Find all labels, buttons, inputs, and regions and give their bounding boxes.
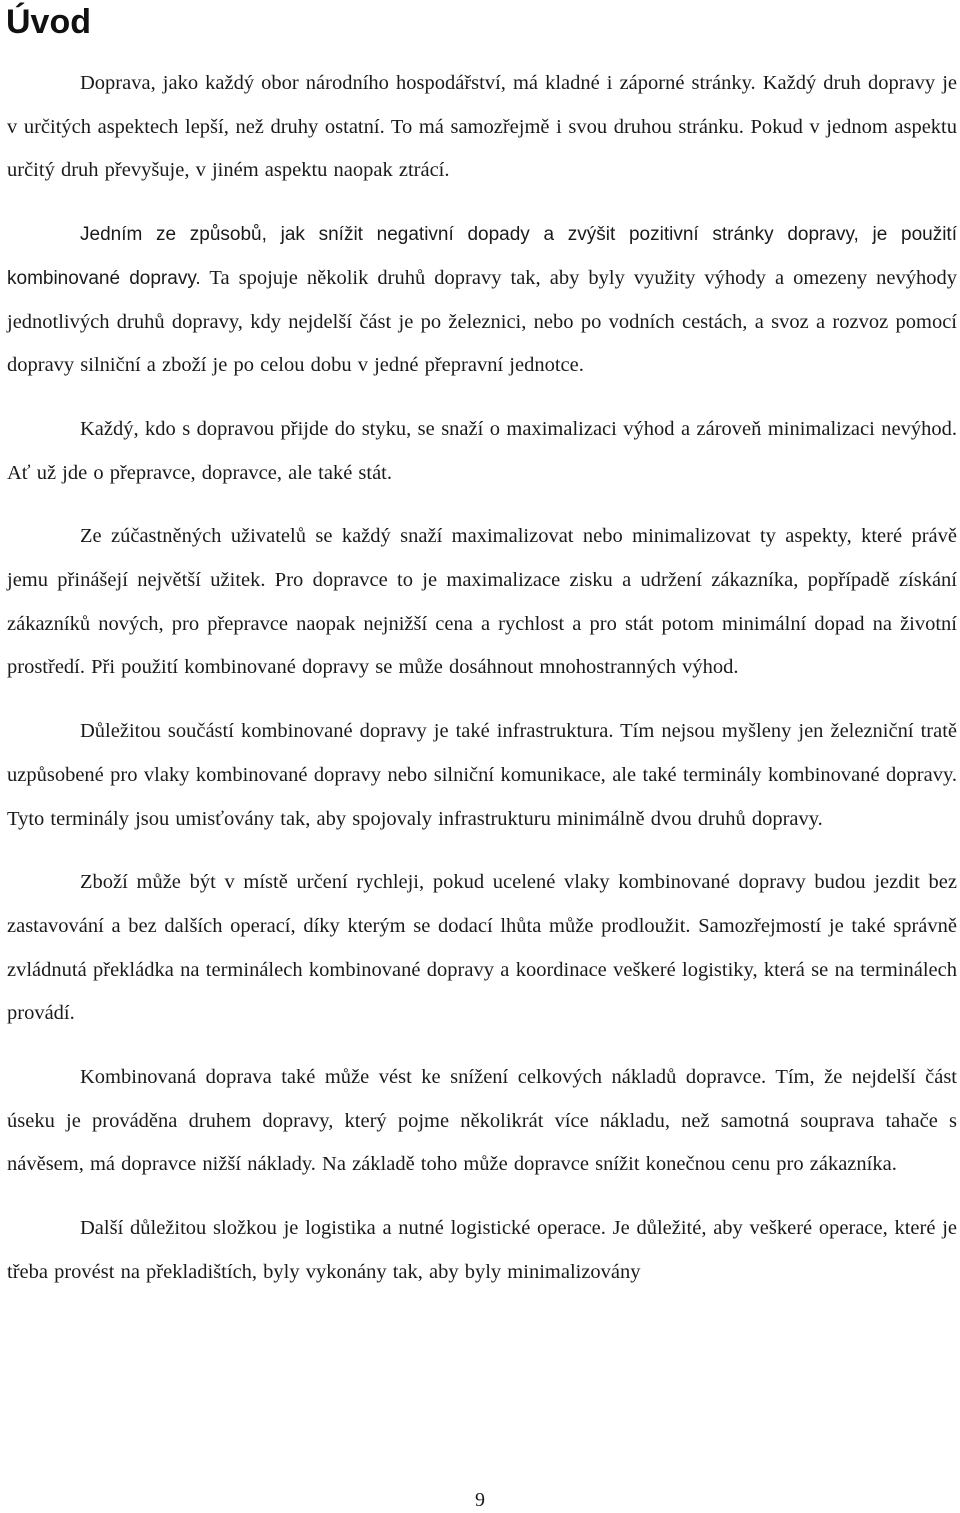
paragraph-2-rest: Ta spojuje několik druhů dopravy tak, aby byly využity výhody a omezeny nevýhody jednotlivých druhů dopravy, kdy nejdelší část je po železnici, nebo po vodních cestách, a svoz a rozvoz pomocí dopravy silniční a zboží je po celou dobu v jedné přepravní jednotce. xyxy=(7,266,957,377)
paragraph-2 xyxy=(7,213,957,388)
paragraph-7: Kombinovaná doprava také může vést ke snížení celkových nákladů dopravce. Tím, že nejdelší část úseku je prováděna druhem dopravy, který pojme několikrát více nákladu, než samotná souprava tahače s návěsem, má dopravce nižší náklady. Na základě toho může dopravce snížit konečnou cenu pro zákazníka. xyxy=(7,1066,957,1176)
paragraph-2-lead: Jedním ze způsobů, jak snížit negativní dopady a zvýšit pozitivní stránky dopravy, je použití kombinované dopravy. xyxy=(7,224,957,289)
body-text xyxy=(7,62,957,1315)
page-heading: Úvod xyxy=(6,3,91,41)
page-number: 9 xyxy=(475,1489,485,1511)
paragraph-8: Další důležitou složkou je logistika a nutné logistické operace. Je důležité, aby veškeré operace, které je třeba provést na překladištích, byly vykonány tak, aby byly minimalizovány xyxy=(7,1217,957,1283)
paragraph-6: Zboží může být v místě určení rychleji, pokud ucelené vlaky kombinované dopravy budou jezdit bez zastavování a bez dalších operací, díky kterým se dodací lhůta může prodloužit. Samozřejmostí je také správně zvládnutá překládka na terminálech kombinované dopravy a koordinace veškeré logistiky, která se na terminálech provádí. xyxy=(7,871,957,1025)
paragraph-3: Každý, kdo s dopravou přijde do styku, se snaží o maximalizaci výhod a zároveň minimalizaci nevýhod. Ať už jde o přepravce, dopravce, ale také stát. xyxy=(7,417,957,484)
paragraph-4: Ze zúčastněných uživatelů se každý snaží maximalizovat nebo minimalizovat ty aspekty, které právě jemu přinášejí největší užitek. Pro dopravce to je maximalizace zisku a udržení zákazníka, popřípadě získání zákazníků nových, pro přepravce naopak nejnižší cena a rychlost a pro stát potom minimální dopad na životní prostředí. Při použití kombinované dopravy se může dosáhnout mnohostranných výhod. xyxy=(7,525,957,679)
paragraph-1: Doprava, jako každý obor národního hospodářství, má kladné i záporné stránky. Každý druh dopravy je v určitých aspektech lepší, než druhy ostatní. To má samozřejmě i svou druhou stránku. Pokud v jednom aspektu určitý druh převyšuje, v jiném aspektu naopak ztrácí. xyxy=(7,72,957,182)
paragraph-5: Důležitou součástí kombinované dopravy je také infrastruktura. Tím nejsou myšleny jen železniční tratě uzpůsobené pro vlaky kombinované dopravy nebo silniční komunikace, ale také terminály kombinované dopravy. Tyto terminály jsou umisťovány tak, aby spojovaly infrastrukturu minimálně dvou druhů dopravy. xyxy=(7,720,957,830)
